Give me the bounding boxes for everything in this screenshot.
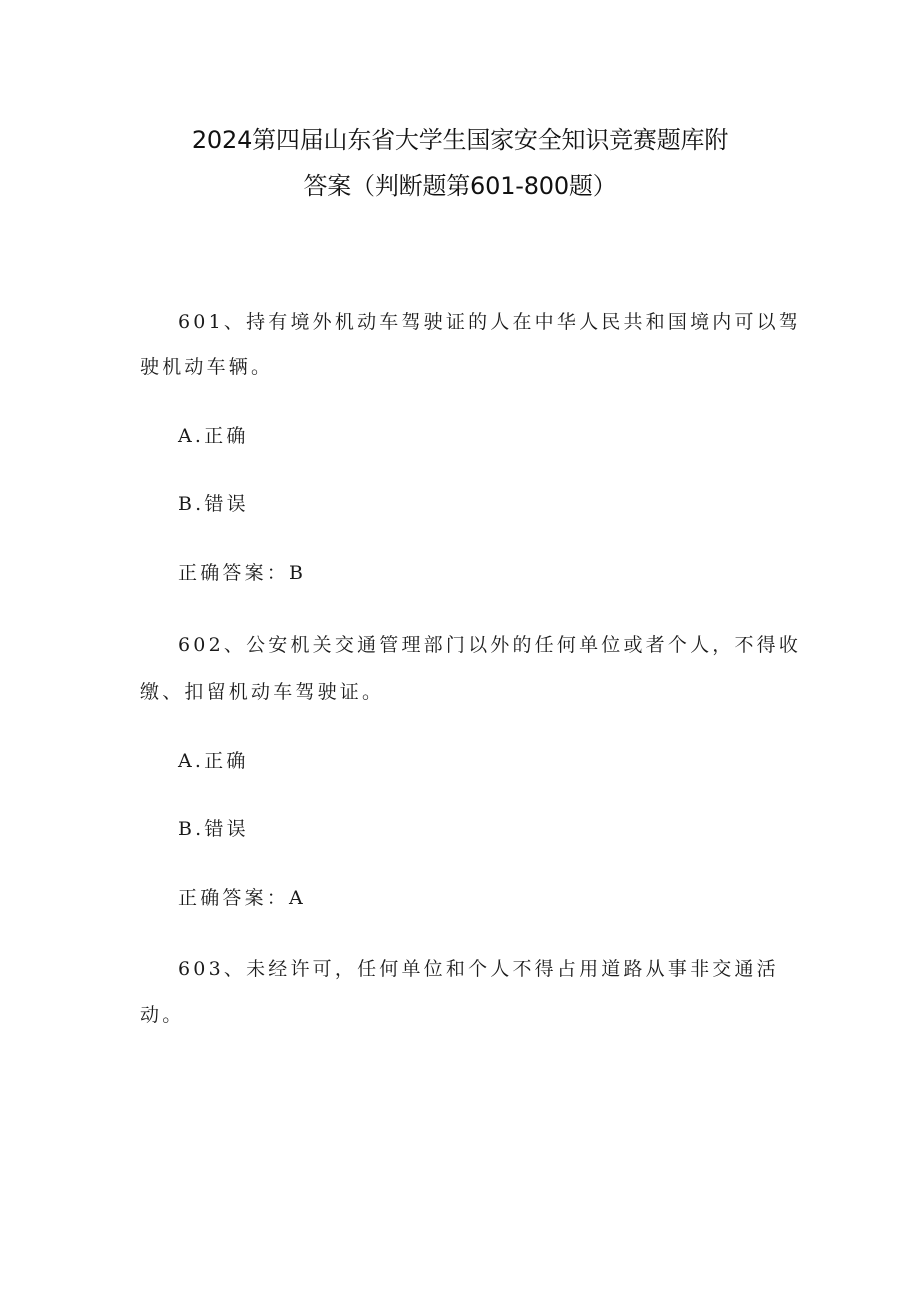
correct-answer: 正确答案：A [178, 887, 306, 909]
question-stem-line-2: 缴、扣留机动车驾驶证。 [140, 681, 385, 703]
option-a: A.正确 [178, 750, 249, 772]
document-title-line-1: 2024第四届山东省大学生国家安全知识竞赛题库附 [191, 126, 729, 154]
question-stem-line-2: 驶机动车辆。 [140, 356, 274, 378]
option-b: B.错误 [178, 818, 249, 840]
correct-answer: 正确答案：B [178, 562, 307, 584]
question-stem-line-2: 动。 [140, 1004, 185, 1026]
document-title-line-2: 答案（判断题第601-800题） [303, 172, 617, 200]
question-stem-line-1: 603、未经许可，任何单位和个人不得占用道路从事非交通活 [178, 958, 779, 980]
option-a: A.正确 [178, 425, 249, 447]
question-stem-line-1: 601、持有境外机动车驾驶证的人在中华人民共和国境内可以驾 [178, 311, 802, 333]
question-stem-line-1: 602、公安机关交通管理部门以外的任何单位或者个人，不得收 [178, 634, 802, 656]
option-b: B.错误 [178, 493, 249, 515]
